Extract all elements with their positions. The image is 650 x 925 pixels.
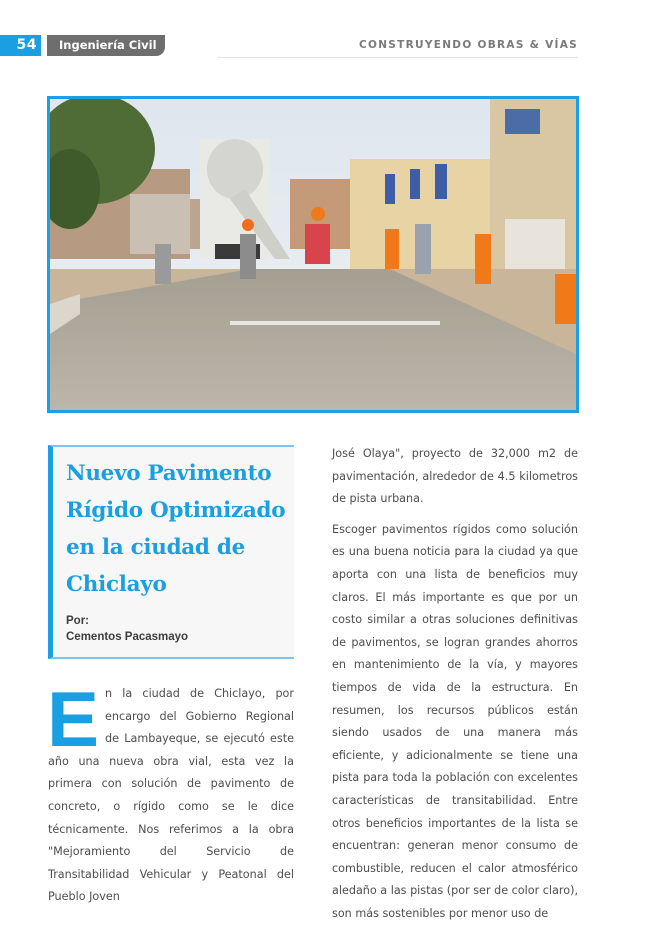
paragraph-2: Escoger pavimentos rígidos como solución es una buena noticia para la ciudad ya que aporta con una lista de beneficios muy claros. El más importante es que por un costo similar a otras soluciones definitivas de pavimentos, se logran grandes ahorros en mantenimiento de la vía, y mayores tiempos de vida de la estructura. En resumen, los recursos públicos están siendo usados de una manera más eficiente, y adicionalmente se tiene una pista para toda la población con excelentes características de transitabilidad. Entre otros beneficios importantes de la lista se encuentran: generan menor consumo de combustible, reducen el calor atmosférico aledaño a las pistas (por ser de color claro), son más sostenibles por menor uso de [332,522,578,920]
article-photo [47,96,579,413]
section-tab: Ingeniería Civil [47,35,165,56]
header-rule [218,57,578,58]
article-column-left [47,675,294,909]
article-title-box [48,445,294,659]
paragraph-1-continued: José Olaya", proyecto de 32,000 m2 de pavimentación, alrededor de 4.5 kilometros de pista urbana. [332,447,578,506]
article-column-right [332,443,578,925]
page-number: 54 [0,35,41,56]
byline-author: Cementos Pacasmayo [66,631,189,643]
byline-label: Por: [66,615,89,627]
construction-photo [50,99,576,410]
drop-cap: E [47,675,100,763]
article-title: Nuevo Pavimento Rígido Optimizado en la ciudad de Chiclayo [66,461,286,597]
paragraph-1 [47,675,294,909]
paragraph-1-text: n la ciudad de Chiclayo, por encargo del Gobierno Regional de Lambayeque, se ejecutó este año una nueva obra vial, esta vez la primera con solución de pavimento de concreto, o rígido como se le dice técnicamente. Nos referimos a la obra "Mejoramiento del Servicio de Transitabilidad Vehicular y Peatonal del Pueblo Joven [48,687,294,904]
running-head: CONSTRUYENDO OBRAS & VÍAS [358,39,578,51]
